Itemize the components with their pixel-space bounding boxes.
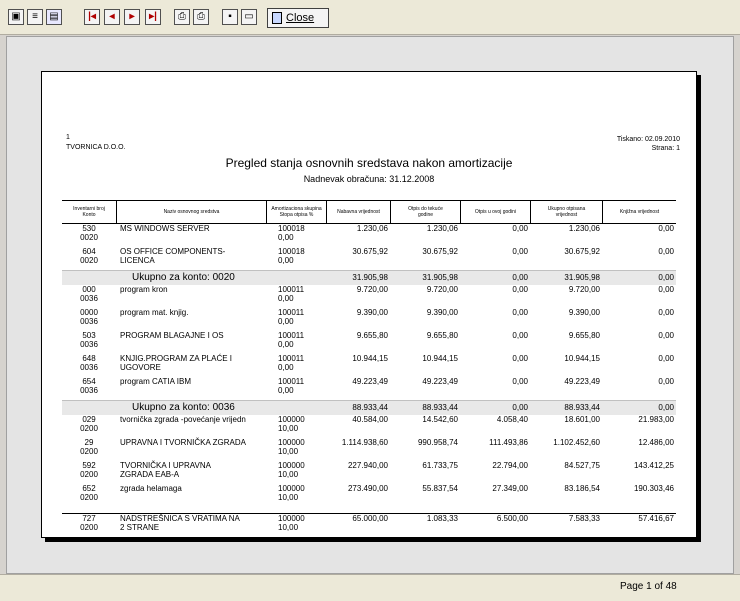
cell-rate: 0,00 (278, 363, 294, 372)
cell-writeoff-prev: 990.958,74 (417, 438, 458, 447)
cell-book-value: 12.486,00 (638, 438, 674, 447)
cell-purchase: 88.933,44 (352, 403, 388, 412)
cell-writeoff-year: 0,00 (512, 403, 528, 412)
cell-inventory: 592 (82, 461, 96, 470)
page-counter: Page 1 of 48 (620, 581, 677, 592)
cell-konto: 0200 (80, 447, 98, 456)
cell-purchase: 9.390,00 (356, 308, 388, 317)
cell-book-value: 143.412,25 (633, 461, 674, 470)
cell-group: 100000 (278, 438, 305, 447)
close-label: Close (286, 12, 315, 24)
previous-page-button[interactable]: ◂ (104, 9, 120, 25)
cell-group: 100018 (278, 224, 305, 233)
cell-purchase: 9.720,00 (356, 285, 388, 294)
col-writeoff-total: Ukupno otpisana vrijednost (530, 201, 602, 223)
cell-inventory: 029 (82, 415, 96, 424)
cell-writeoff-total: 31.905,98 (564, 273, 600, 282)
cell-purchase: 1.114.938,60 (341, 438, 388, 447)
cell-rate: 10,00 (278, 447, 299, 456)
cell-book-value: 0,00 (658, 285, 674, 294)
table-row (62, 513, 676, 536)
cell-konto: 0036 (80, 317, 98, 326)
cell-name: UPRAVNA I TVORNIČKA ZGRADA (120, 438, 246, 447)
cell-konto: 0200 (80, 424, 98, 433)
cell-writeoff-prev: 9.720,00 (426, 285, 458, 294)
cell-group: 100000 (278, 514, 305, 523)
door-icon (272, 12, 282, 24)
cell-purchase: 30.675,92 (352, 247, 388, 256)
cell-konto: 0036 (80, 294, 98, 303)
cell-book-value: 21.983,00 (638, 415, 674, 424)
cell-name: KNJIG.PROGRAM ZA PLAĆE I (120, 354, 233, 363)
cell-inventory: 604 (82, 247, 96, 256)
table-row (62, 224, 676, 246)
cell-name-line2: LICENCA (120, 256, 155, 265)
cell-writeoff-total: 49.223,49 (564, 377, 600, 386)
print-icon[interactable]: ⎙ (193, 9, 209, 25)
cell-writeoff-total: 83.186,54 (564, 484, 600, 493)
col-book-value: Knjižna vrijednost (602, 201, 676, 223)
view-single-icon[interactable]: ▣ (8, 9, 24, 25)
subtotal-label: Ukupno za konto: 0020 (132, 272, 235, 283)
cell-name: NADSTREŠNICA S VRATIMA NA (120, 514, 240, 523)
cell-writeoff-year: 6.500,00 (496, 514, 528, 523)
cell-book-value: 0,00 (658, 403, 674, 412)
cell-writeoff-total: 9.720,00 (568, 285, 600, 294)
cell-purchase: 40.584,00 (352, 415, 388, 424)
cell-book-value: 0,00 (658, 308, 674, 317)
cell-inventory: 654 (82, 377, 96, 386)
cell-name: OS OFFICE COMPONENTS- (120, 247, 226, 256)
cell-rate: 10,00 (278, 523, 299, 532)
first-page-button[interactable]: |◂ (84, 9, 100, 25)
cell-name: program mat. knjig. (120, 308, 189, 317)
cell-purchase: 65.000,00 (352, 514, 388, 523)
toolbar (0, 0, 740, 35)
col-group: Amortizaciona skupina Stopa otpisa % (266, 201, 326, 223)
cell-book-value: 57.416,67 (638, 514, 674, 523)
cell-writeoff-prev: 31.905,98 (422, 273, 458, 282)
cell-name: program CATIA IBM (120, 377, 191, 386)
table-header (62, 200, 676, 224)
cell-name-line2: ZGRADA EAB-A (120, 470, 180, 479)
open-folder-icon[interactable]: ▭ (241, 9, 257, 25)
subtotal-row (62, 270, 676, 285)
report-subtitle: Nadnevak obračuna: 31.12.2008 (303, 174, 435, 184)
cell-rate: 10,00 (278, 424, 299, 433)
cell-purchase: 10.944,15 (352, 354, 388, 363)
cell-rate: 0,00 (278, 233, 294, 242)
cell-name: program kron (120, 285, 168, 294)
cell-writeoff-year: 4.058,40 (496, 415, 528, 424)
cell-book-value: 0,00 (658, 247, 674, 256)
cell-writeoff-year: 0,00 (512, 308, 528, 317)
last-page-button[interactable]: ▸| (145, 9, 161, 25)
cell-writeoff-prev: 10.944,15 (422, 354, 458, 363)
cell-inventory: 29 (84, 438, 94, 447)
cell-konto: 0036 (80, 340, 98, 349)
cell-book-value: 0,00 (658, 377, 674, 386)
view-page-icon[interactable]: ▤ (46, 9, 62, 25)
cell-rate: 0,00 (278, 386, 294, 395)
cell-inventory: 530 (82, 224, 96, 233)
cell-purchase: 227.940,00 (347, 461, 388, 470)
table-row (62, 331, 676, 353)
cell-inventory: 0000 (80, 308, 98, 317)
cell-writeoff-prev: 61.733,75 (422, 461, 458, 470)
print-date: Tiskano: 02.09.2010 (616, 136, 680, 143)
cell-writeoff-total: 1.102.452,60 (553, 438, 600, 447)
cell-purchase: 31.905,98 (352, 273, 388, 282)
report-title: Pregled stanja osnovnih sredstava nakon amortizacije (225, 156, 513, 170)
col-inventory: Inventarni broj Konto (73, 206, 105, 218)
cell-name-line2: UGOVORE (120, 363, 161, 372)
cell-inventory: 652 (82, 484, 96, 493)
cell-writeoff-prev: 1.230,06 (426, 224, 458, 233)
report-page (41, 71, 697, 538)
cell-writeoff-year: 0,00 (512, 224, 528, 233)
cell-writeoff-total: 1.230,06 (568, 224, 600, 233)
cell-rate: 0,00 (278, 340, 294, 349)
cell-writeoff-year: 22.794,00 (492, 461, 528, 470)
save-icon[interactable]: ▪ (222, 9, 238, 25)
cell-konto: 0020 (80, 256, 98, 265)
cell-purchase: 49.223,49 (352, 377, 388, 386)
cell-rate: 0,00 (278, 317, 294, 326)
cell-writeoff-year: 0,00 (512, 285, 528, 294)
cell-writeoff-total: 10.944,15 (564, 354, 600, 363)
cell-group: 100018 (278, 247, 305, 256)
cell-group: 100000 (278, 415, 305, 424)
table-row (62, 377, 676, 399)
cell-rate: 0,00 (278, 294, 294, 303)
table-row (62, 308, 676, 330)
cell-name: MS WINDOWS SERVER (120, 224, 210, 233)
table-row (62, 415, 676, 437)
cell-writeoff-prev: 49.223,49 (422, 377, 458, 386)
cell-group: 100011 (278, 308, 305, 317)
cell-group: 100011 (278, 285, 305, 294)
cell-writeoff-prev: 9.655,80 (426, 331, 458, 340)
table-row (62, 438, 676, 460)
cell-writeoff-year: 0,00 (512, 354, 528, 363)
cell-rate: 10,00 (278, 493, 299, 502)
cell-writeoff-year: 0,00 (512, 331, 528, 340)
cell-writeoff-prev: 88.933,44 (422, 403, 458, 412)
cell-writeoff-year: 0,00 (512, 377, 528, 386)
preview-area[interactable] (6, 36, 734, 574)
cell-purchase: 273.490,00 (347, 484, 388, 493)
cell-konto: 0200 (80, 523, 98, 532)
cell-writeoff-prev: 55.837,54 (422, 484, 458, 493)
cell-konto: 0036 (80, 386, 98, 395)
cell-writeoff-total: 18.601,00 (564, 415, 600, 424)
close-button[interactable] (267, 8, 329, 28)
cell-rate: 10,00 (278, 470, 299, 479)
table-row (62, 484, 676, 506)
col-writeoff-year: Otpis u ovoj godini (460, 201, 530, 223)
cell-writeoff-prev: 1.083,33 (426, 514, 458, 523)
page-number: 1 (66, 134, 70, 141)
status-bar (0, 574, 740, 601)
page-label: Strana: 1 (651, 145, 680, 152)
cell-name-line2: 2 STRANE (120, 523, 160, 532)
table-row (62, 354, 676, 376)
table-row (62, 247, 676, 269)
cell-group: 100011 (278, 354, 305, 363)
cell-book-value: 0,00 (658, 224, 674, 233)
cell-writeoff-total: 9.655,80 (568, 331, 600, 340)
table-row (62, 461, 676, 483)
cell-book-value: 0,00 (658, 354, 674, 363)
cell-name: zgrada helamaga (120, 484, 182, 493)
cell-inventory: 648 (82, 354, 96, 363)
cell-konto: 0200 (80, 493, 98, 502)
cell-konto: 0020 (80, 233, 98, 242)
cell-book-value: 0,00 (658, 331, 674, 340)
cell-group: 100000 (278, 484, 305, 493)
col-purchase: Nabavna vrijednost (326, 201, 390, 223)
cell-writeoff-total: 7.583,33 (568, 514, 600, 523)
cell-book-value: 0,00 (658, 273, 674, 282)
cell-writeoff-prev: 14.542,60 (422, 415, 458, 424)
cell-group: 100011 (278, 331, 305, 340)
cell-purchase: 9.655,80 (356, 331, 388, 340)
cell-inventory: 503 (82, 331, 96, 340)
company-name: TVORNICA D.O.O. (66, 144, 126, 151)
cell-inventory: 000 (82, 285, 96, 294)
cell-writeoff-year: 27.349,00 (492, 484, 528, 493)
cell-purchase: 1.230,06 (356, 224, 388, 233)
cell-writeoff-year: 111.493,86 (489, 438, 528, 447)
cell-konto: 0036 (80, 363, 98, 372)
subtotal-row (62, 400, 676, 415)
cell-name: TVORNIČKA I UPRAVNA (120, 461, 211, 470)
table-row (62, 285, 676, 307)
cell-writeoff-year: 0,00 (512, 273, 528, 282)
view-list-icon[interactable]: ≡ (27, 9, 43, 25)
cell-writeoff-total: 30.675,92 (564, 247, 600, 256)
col-writeoff-prev: Otpis do tekuće godine (390, 201, 460, 223)
cell-writeoff-prev: 30.675,92 (422, 247, 458, 256)
cell-writeoff-total: 9.390,00 (568, 308, 600, 317)
cell-writeoff-total: 88.933,44 (564, 403, 600, 412)
cell-inventory: 727 (82, 514, 96, 523)
cell-rate: 0,00 (278, 256, 294, 265)
cell-writeoff-year: 0,00 (512, 247, 528, 256)
cell-writeoff-prev: 9.390,00 (426, 308, 458, 317)
next-page-button[interactable]: ▸ (124, 9, 140, 25)
cell-book-value: 190.303,46 (633, 484, 674, 493)
print-setup-icon[interactable]: ⎙ (174, 9, 190, 25)
cell-writeoff-total: 84.527,75 (564, 461, 600, 470)
subtotal-label: Ukupno za konto: 0036 (132, 402, 235, 413)
col-name: Naziv osnovnog sredstva (116, 201, 266, 223)
cell-group: 100000 (278, 461, 305, 470)
cell-name: tvornička zgrada -povećanje vrijedn (120, 415, 246, 424)
cell-name: PROGRAM BLAGAJNE I OS (120, 331, 224, 340)
cell-konto: 0200 (80, 470, 98, 479)
cell-group: 100011 (278, 377, 305, 386)
